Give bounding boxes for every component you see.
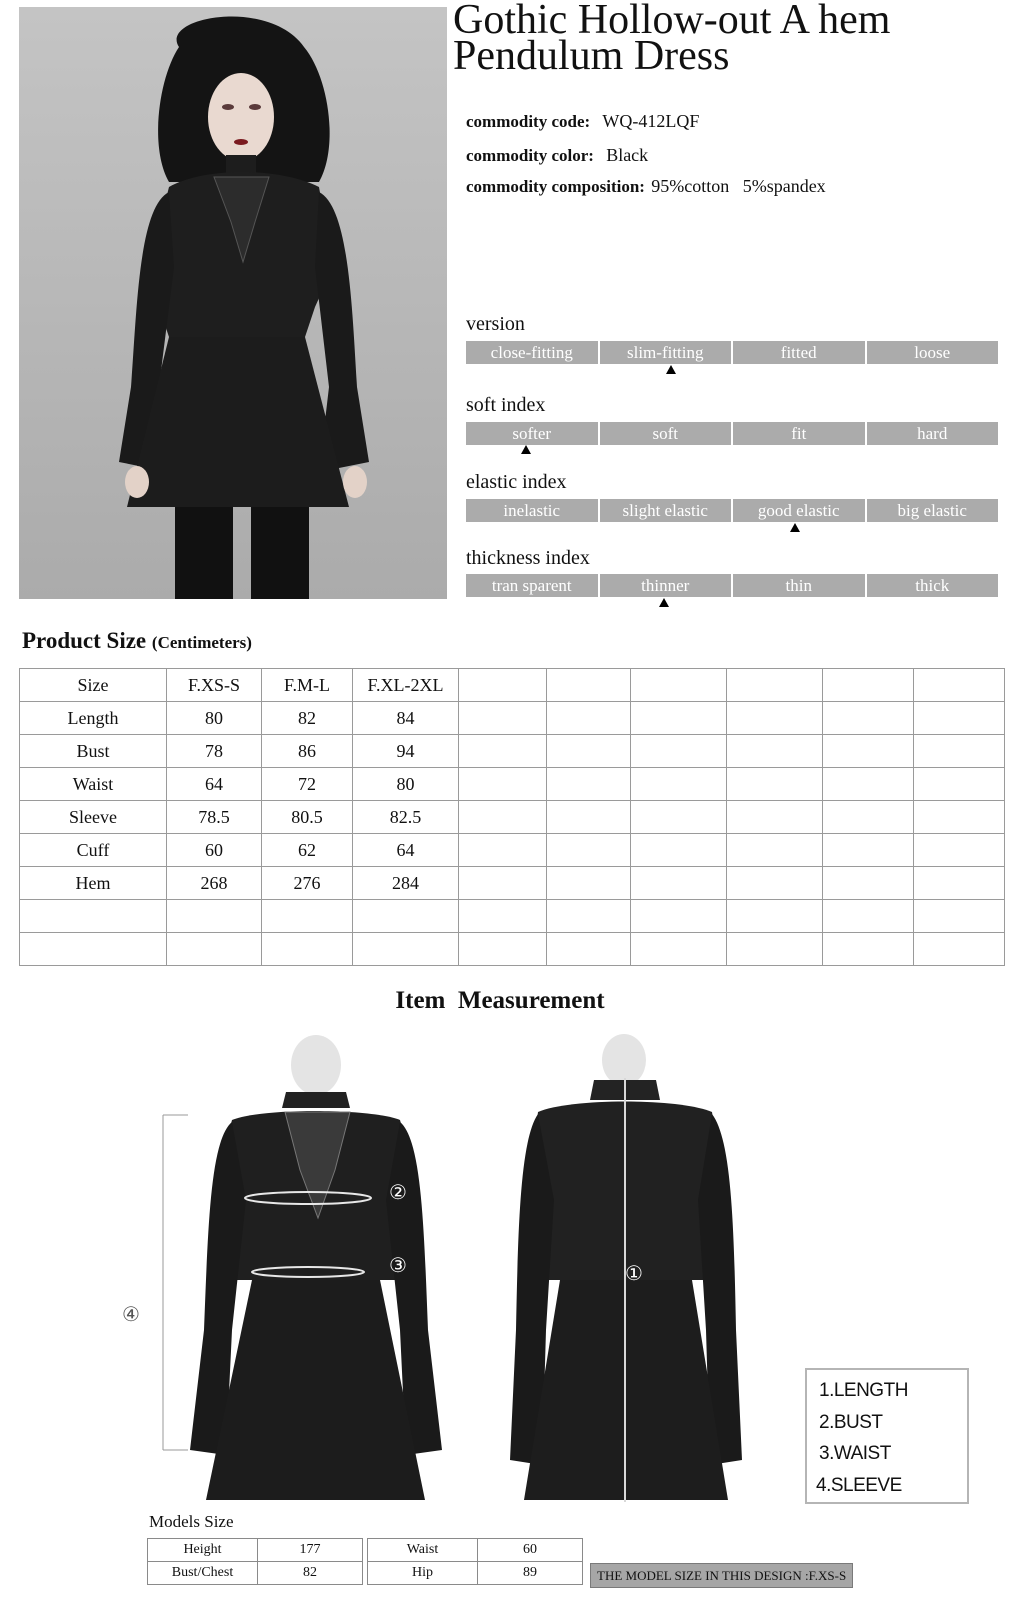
size-table-cell (727, 867, 823, 900)
commodity-code-value: WQ-412LQF (602, 111, 700, 131)
table-row (20, 735, 1005, 768)
size-table-cell (459, 669, 547, 702)
table-row (20, 900, 1005, 933)
model-waist-label: Waist (368, 1539, 478, 1562)
size-table-row-label: Hem (20, 867, 167, 900)
sleeve-marker: ④ (122, 1302, 140, 1326)
size-table-cell (727, 768, 823, 801)
size-table-cell (262, 900, 353, 933)
table-row (20, 702, 1005, 735)
size-table-cell: 64 (167, 768, 262, 801)
size-table-cell (914, 801, 1005, 834)
thickness-index-title: thickness index (466, 547, 590, 569)
size-table-cell (459, 933, 547, 966)
table-row (20, 867, 1005, 900)
size-table-cell: 78.5 (167, 801, 262, 834)
size-table-cell (631, 768, 727, 801)
size-table-cell: 80 (167, 702, 262, 735)
legend-length: 1.LENGTH (819, 1380, 908, 1401)
thickness-index-bar (466, 574, 998, 597)
size-table-cell (547, 801, 631, 834)
size-table-cell: 84 (353, 702, 459, 735)
commodity-color-value: Black (606, 145, 649, 165)
model-waist-value: 60 (478, 1539, 583, 1562)
size-table-cell: 268 (167, 867, 262, 900)
size-table-cell (727, 801, 823, 834)
models-table-right (367, 1538, 583, 1585)
size-table-cell (631, 933, 727, 966)
size-table-cell: 80.5 (262, 801, 353, 834)
size-table-cell (727, 702, 823, 735)
bust-marker: ② (389, 1180, 407, 1204)
size-table-row-label (20, 933, 167, 966)
table-row (368, 1562, 583, 1585)
length-marker: ① (625, 1261, 643, 1285)
size-table-cell (631, 669, 727, 702)
size-table-cell (823, 834, 914, 867)
table-row (20, 801, 1005, 834)
soft-index-option: softer (466, 422, 598, 445)
model-bust-value: 82 (258, 1562, 363, 1585)
size-table-cell (459, 900, 547, 933)
size-table-cell (353, 933, 459, 966)
elastic-index-option: big elastic (867, 499, 999, 522)
models-table-left (147, 1538, 363, 1585)
size-table-row-label (20, 900, 167, 933)
table-row (368, 1539, 583, 1562)
size-table-cell (459, 834, 547, 867)
soft-index-option: hard (867, 422, 999, 445)
product-size-heading: Product Size (22, 628, 147, 653)
soft-index-marker-icon (521, 445, 531, 454)
size-table-row-label: Sleeve (20, 801, 167, 834)
size-table-cell: 60 (167, 834, 262, 867)
size-table-cell (631, 702, 727, 735)
version-title: version (466, 313, 525, 335)
size-table-cell (353, 900, 459, 933)
model-figure (19, 7, 447, 599)
size-table-cell: 62 (262, 834, 353, 867)
size-table-cell: 82 (262, 702, 353, 735)
table-row (148, 1562, 363, 1585)
size-table-cell (547, 768, 631, 801)
soft-index-title: soft index (466, 394, 546, 416)
size-table-cell (631, 867, 727, 900)
title-line-1: Gothic Hollow-out A hem (453, 0, 891, 43)
size-table-cell (914, 768, 1005, 801)
table-row (20, 834, 1005, 867)
size-table-cell (547, 702, 631, 735)
product-photo (19, 7, 447, 599)
version-option: fitted (733, 341, 865, 364)
thickness-index-marker-icon (659, 598, 669, 607)
size-table-cell (262, 933, 353, 966)
soft-index-bar (466, 422, 998, 445)
thickness-index-option: thick (867, 574, 999, 597)
size-table-cell (727, 933, 823, 966)
size-table-cell (727, 735, 823, 768)
size-table-cell (823, 801, 914, 834)
table-row (148, 1539, 363, 1562)
thickness-index-option: thin (733, 574, 865, 597)
model-height-value: 177 (258, 1539, 363, 1562)
model-hip-value: 89 (478, 1562, 583, 1585)
size-table-cell (547, 900, 631, 933)
table-row (20, 768, 1005, 801)
size-table-cell (823, 867, 914, 900)
size-table-cell: 82.5 (353, 801, 459, 834)
version-option: slim-fitting (600, 341, 732, 364)
size-table-cell (823, 900, 914, 933)
product-title (453, 0, 1013, 79)
thickness-index-option: tran sparent (466, 574, 598, 597)
size-table-cell: 284 (353, 867, 459, 900)
model-height-label: Height (148, 1539, 258, 1562)
size-table-cell (914, 834, 1005, 867)
size-table-cell: F.XS-S (167, 669, 262, 702)
size-table-cell: F.M-L (262, 669, 353, 702)
elastic-index-option: good elastic (733, 499, 865, 522)
thickness-index-option: thinner (600, 574, 732, 597)
size-table-row-label: Cuff (20, 834, 167, 867)
size-table-cell (547, 834, 631, 867)
size-table-cell (727, 834, 823, 867)
size-table-cell (914, 702, 1005, 735)
size-table-cell (547, 933, 631, 966)
size-table-cell (914, 735, 1005, 768)
size-table-cell (167, 900, 262, 933)
size-table-header-row (20, 669, 1005, 702)
size-table-row-label: Bust (20, 735, 167, 768)
size-table-cell: 94 (353, 735, 459, 768)
size-table (19, 668, 1005, 966)
commodity-composition-row (466, 176, 826, 197)
title-line-2: Pendulum Dress (453, 33, 730, 79)
elastic-index-option: slight elastic (600, 499, 732, 522)
commodity-composition-value: 95%cotton 5%spandex (651, 176, 826, 196)
size-table-cell (727, 900, 823, 933)
version-marker-icon (666, 365, 676, 374)
soft-index-option: soft (600, 422, 732, 445)
legend-waist: 3.WAIST (819, 1443, 891, 1464)
version-option: loose (867, 341, 999, 364)
elastic-index-option: inelastic (466, 499, 598, 522)
size-table-cell (631, 735, 727, 768)
size-table-cell (547, 669, 631, 702)
legend-sleeve: 4.SLEEVE (816, 1475, 902, 1496)
size-table-cell: 64 (353, 834, 459, 867)
dress-front-diagram (160, 1030, 470, 1510)
commodity-code-label: commodity code: (466, 112, 591, 131)
size-table-row-label: Waist (20, 768, 167, 801)
waist-marker: ③ (389, 1253, 407, 1277)
item-measurement-title: Item Measurement (395, 987, 605, 1014)
commodity-color-row (466, 145, 648, 166)
size-table-cell (547, 735, 631, 768)
size-table-cell: 86 (262, 735, 353, 768)
models-size-title: Models Size (149, 1512, 234, 1531)
legend-bust: 2.BUST (819, 1412, 883, 1433)
product-size-title (22, 628, 252, 654)
commodity-color-label: commodity color: (466, 146, 594, 165)
size-table-cell (823, 735, 914, 768)
size-table-cell (631, 900, 727, 933)
size-table-cell (459, 702, 547, 735)
size-table-cell (459, 735, 547, 768)
size-table-cell: 80 (353, 768, 459, 801)
version-bar (466, 341, 998, 364)
size-table-row-label: Length (20, 702, 167, 735)
size-table-cell (167, 933, 262, 966)
size-table-cell (459, 801, 547, 834)
commodity-composition-label: commodity composition: (466, 177, 645, 196)
size-table-cell (727, 669, 823, 702)
size-table-cell (823, 933, 914, 966)
size-table-cell (823, 768, 914, 801)
size-table-cell (631, 801, 727, 834)
size-table-cell (631, 834, 727, 867)
elastic-index-bar (466, 499, 998, 522)
size-table-cell (459, 768, 547, 801)
size-table-cell (459, 867, 547, 900)
size-table-row-label: Size (20, 669, 167, 702)
model-bust-label: Bust/Chest (148, 1562, 258, 1585)
commodity-code-row (466, 111, 699, 132)
size-table-cell (823, 669, 914, 702)
model-hip-label: Hip (368, 1562, 478, 1585)
size-table-cell (823, 702, 914, 735)
size-table-cell: 72 (262, 768, 353, 801)
product-size-unit: (Centimeters) (151, 633, 252, 652)
size-table-cell: F.XL-2XL (353, 669, 459, 702)
size-table-cell: 276 (262, 867, 353, 900)
measurement-legend (805, 1368, 969, 1504)
size-table-cell (914, 933, 1005, 966)
size-table-cell (914, 669, 1005, 702)
size-table-cell (547, 867, 631, 900)
elastic-index-marker-icon (790, 523, 800, 532)
table-row (20, 933, 1005, 966)
elastic-index-title: elastic index (466, 471, 567, 493)
version-option: close-fitting (466, 341, 598, 364)
model-size-note: THE MODEL SIZE IN THIS DESIGN :F.XS-S (590, 1563, 853, 1588)
size-table-cell (914, 900, 1005, 933)
size-table-cell (914, 867, 1005, 900)
soft-index-option: fit (733, 422, 865, 445)
size-table-cell: 78 (167, 735, 262, 768)
